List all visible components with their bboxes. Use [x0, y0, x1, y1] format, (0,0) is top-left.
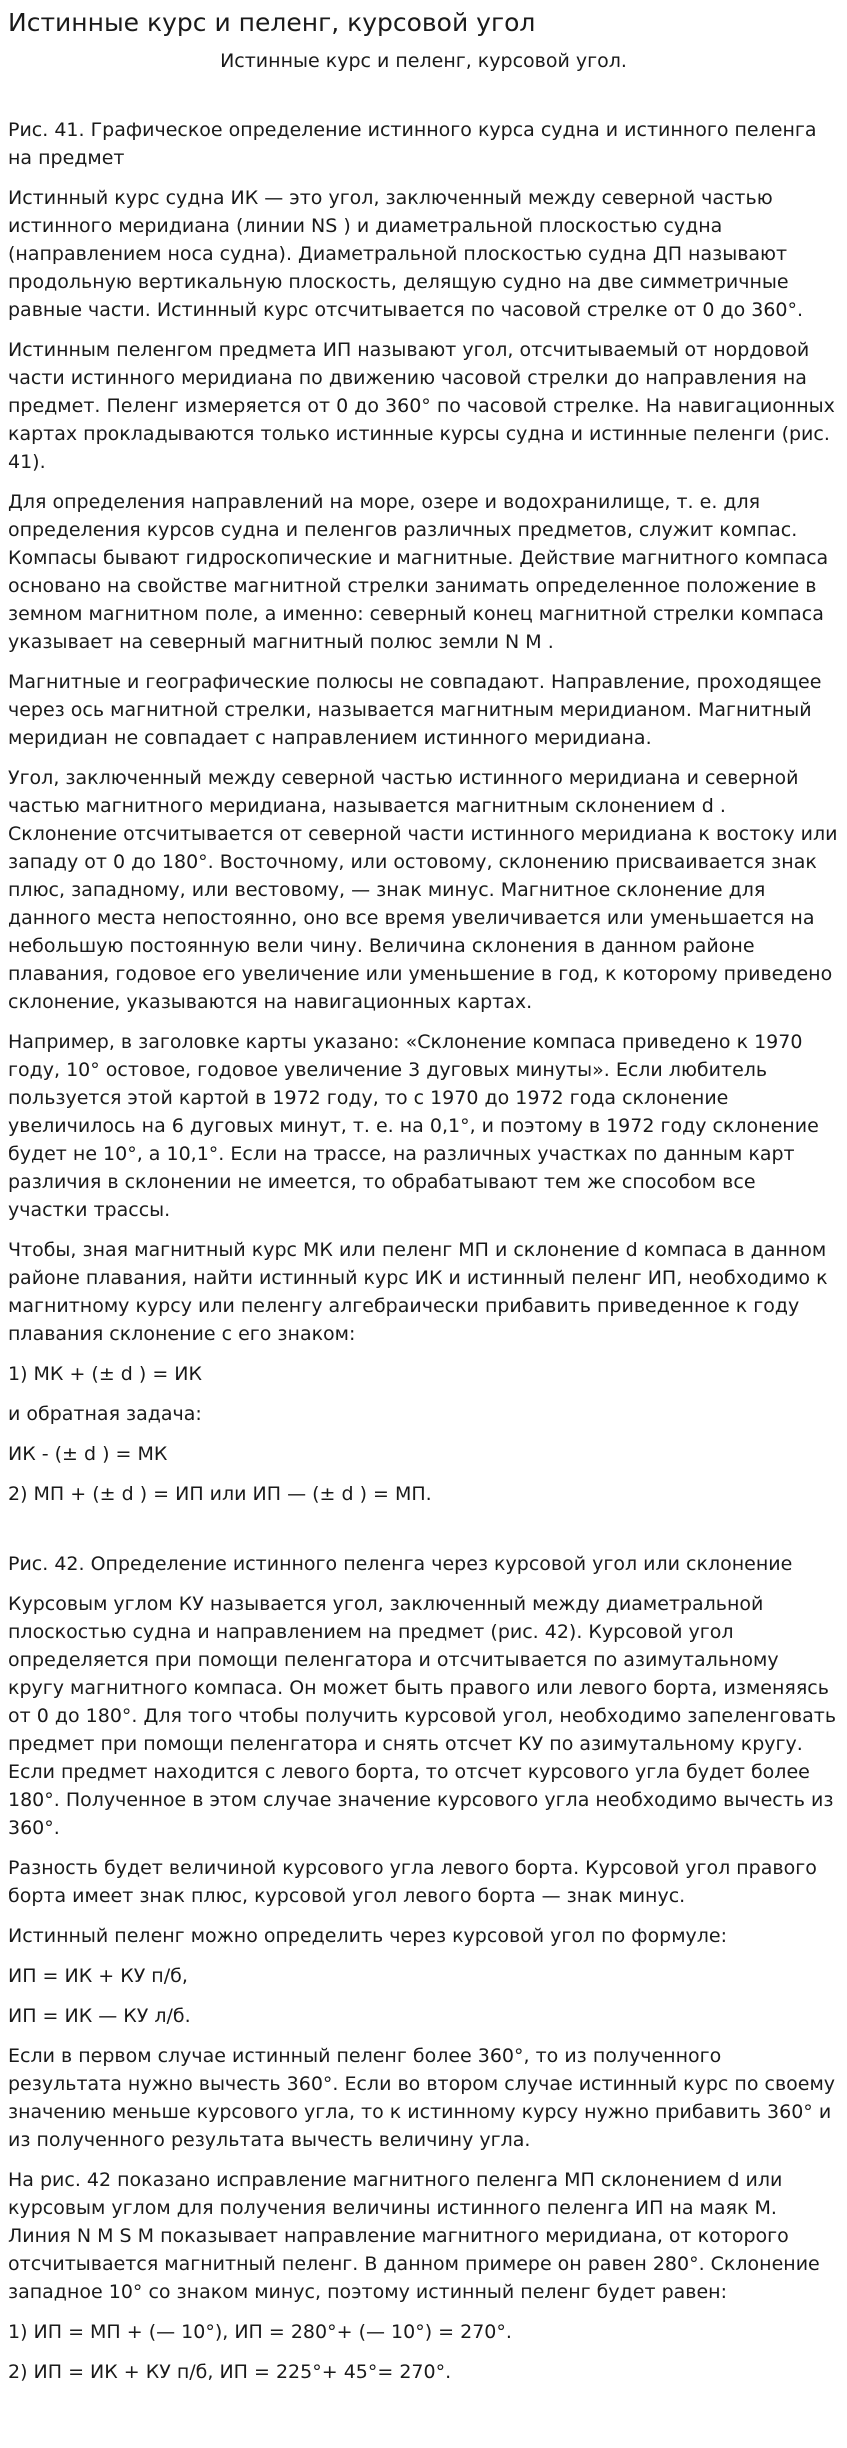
formula-line: 2) МП + (± d ) = ИП или ИП — (± d ) = МП. — [8, 1483, 432, 1505]
formula-line: 2) ИП = ИК + КУ п/б, ИП = 225°+ 45°= 270°. — [8, 2361, 452, 2383]
paragraph: Истинный пеленг можно определить через курсовой угол по формуле: — [8, 1925, 728, 1947]
paragraph: Разность будет величиной курсового угла левого борта. Курсовой угол правого борта имеет знак плюс, курсовой угол левого борта — знак минус. — [8, 1857, 817, 1907]
paragraph: Магнитные и географические полюсы не совпадают. Направление, проходящее через ось магнитной стрелки, называется магнитным меридианом. Магнитный меридиан не совпадает с направлением истинного меридиана. — [8, 671, 822, 749]
paragraph: Курсовым углом КУ называется угол, заключенный между диаметральной плоскостью судна и направлением на предмет (рис. 42). Курсовой угол определяется при помощи пеленгатора и отсчитывается по азимутальному кругу магнитного компаса. Он может быть правого или левого борта, изменяясь от 0 до 180°. Для того чтобы получить курсовой угол, необходимо запеленговать предмет при помощи пеленгатора и снять отсчет КУ по азимутальному кругу. Если предмет находится с левого борта, то отсчет курсового угла будет более 180°. Полученное в этом случае значение курсового угла необходимо вычесть из 360°. — [8, 1593, 837, 1839]
paragraph: Если в первом случае истинный пеленг более 360°, то из полученного результата нужно вычесть 360°. Если во втором случае истинный курс по своему значению меньше курсового угла, то к истинному курсу нужно прибавить 360° и из полученного результата вычесть величину угла. — [8, 2045, 836, 2151]
formula-line: ИП = ИК — КУ л/б. — [8, 2005, 191, 2027]
paragraph: Угол, заключенный между северной частью истинного меридиана и северной частью магнитного меридиана, называется магнитным склонением d . Склонение отсчитывается от северной части истинного меридиана к востоку или западу от 0 до 180°. Восточному, или остовому, склонению присваивается знак плюс, западному, или вестовому, — знак минус. Магнитное склонение для данного места непостоянно, оно все время увеличивается или уменьшается на небольшую постоянную вели чину. Величина склонения в данном районе плавания, годовое его увеличение или уменьшение в год, к которому приведено склонение, указываются на навигационных картах. — [8, 767, 838, 1013]
paragraph: На рис. 42 показано исправление магнитного пеленга МП склонением d или курсовым углом для получения величины истинного пеленга ИП на маяк М. Линия N M S M показывает направление магнитного меридиана, от которого отсчитывается магнитный пеленг. В данном примере он равен 280°. Склонение западное 10° со знаком минус, поэтому истинный пеленг будет равен: — [8, 2169, 820, 2303]
paragraph: Например, в заголовке карты указано: «Склонение компаса приведено к 1970 году, 10° остовое, годовое увеличение 3 дуговых минуты». Если любитель пользуется этой картой в 1972 году, то с 1970 до 1972 года склонение увеличилось на 6 дуговых минут, т. е. на 0,1°, и поэтому в 1972 году склонение будет не 10°, а 10,1°. Если на трассе, на различных участках по данным карт различия в склонении не имеется, то обрабатывают тем же способом все участки трассы. — [8, 1031, 819, 1221]
formula-line: ИП = ИК + КУ п/б, — [8, 1965, 188, 1987]
article-subtitle: Истинные курс и пеленг, курсовой угол. — [220, 50, 627, 72]
paragraph: Истинным пеленгом предмета ИП называют угол, отсчитываемый от нордовой части истинного меридиана по движению часовой стрелки до направления на предмет. Пеленг измеряется от 0 до 360° по часовой стрелке. На навигационных картах прокладываются только истинные курсы судна и истинные пеленги (рис. 41). — [8, 339, 835, 473]
formula-line: 1) ИП = МП + (— 10°), ИП = 280°+ (— 10°) = 270°. — [8, 2321, 512, 2343]
paragraph: Чтобы, зная магнитный курс МК или пеленг МП и склонение d компаса в данном районе плавания, найти истинный курс ИК и истинный пеленг ИП, необходимо к магнитному курсу или пеленгу алгебраически прибавить приведенное к году плавания склонение с его знаком: — [8, 1239, 828, 1345]
page-title: Истинные курс и пеленг, курсовой угол — [8, 8, 536, 37]
paragraph: и обратная задача: — [8, 1403, 202, 1425]
formula-line: ИК - (± d ) = МК — [8, 1443, 168, 1465]
paragraph: Истинный курс судна ИК — это угол, заключенный между северной частью истинного меридиана (линии NS ) и диаметральной плоскостью судна (направлением носа судна). Диаметральной плоскостью судна ДП называют продольную вертикальную плоскость, делящую судно на две симметричные равные части. Истинный курс отсчитывается по часовой стрелке от 0 до 360°. — [8, 187, 804, 321]
figure-caption-41: Рис. 41. Графическое определение истинного курса судна и истинного пеленга на предмет — [8, 119, 817, 169]
paragraph: Для определения направлений на море, озере и водохранилище, т. е. для определения курсов судна и пеленгов различных предметов, служит компас. Компасы бывают гидроскопические и магнитные. Действие магнитного компаса основано на свойстве магнитной стрелки занимать определенное положение в земном магнитном поле, а именно: северный конец магнитной стрелки компаса указывает на северный магнитный полюс земли N M . — [8, 491, 829, 653]
figure-caption-42: Рис. 42. Определение истинного пеленга через курсовой угол или склонение — [8, 1553, 793, 1575]
formula-line: 1) МК + (± d ) = ИК — [8, 1363, 203, 1385]
